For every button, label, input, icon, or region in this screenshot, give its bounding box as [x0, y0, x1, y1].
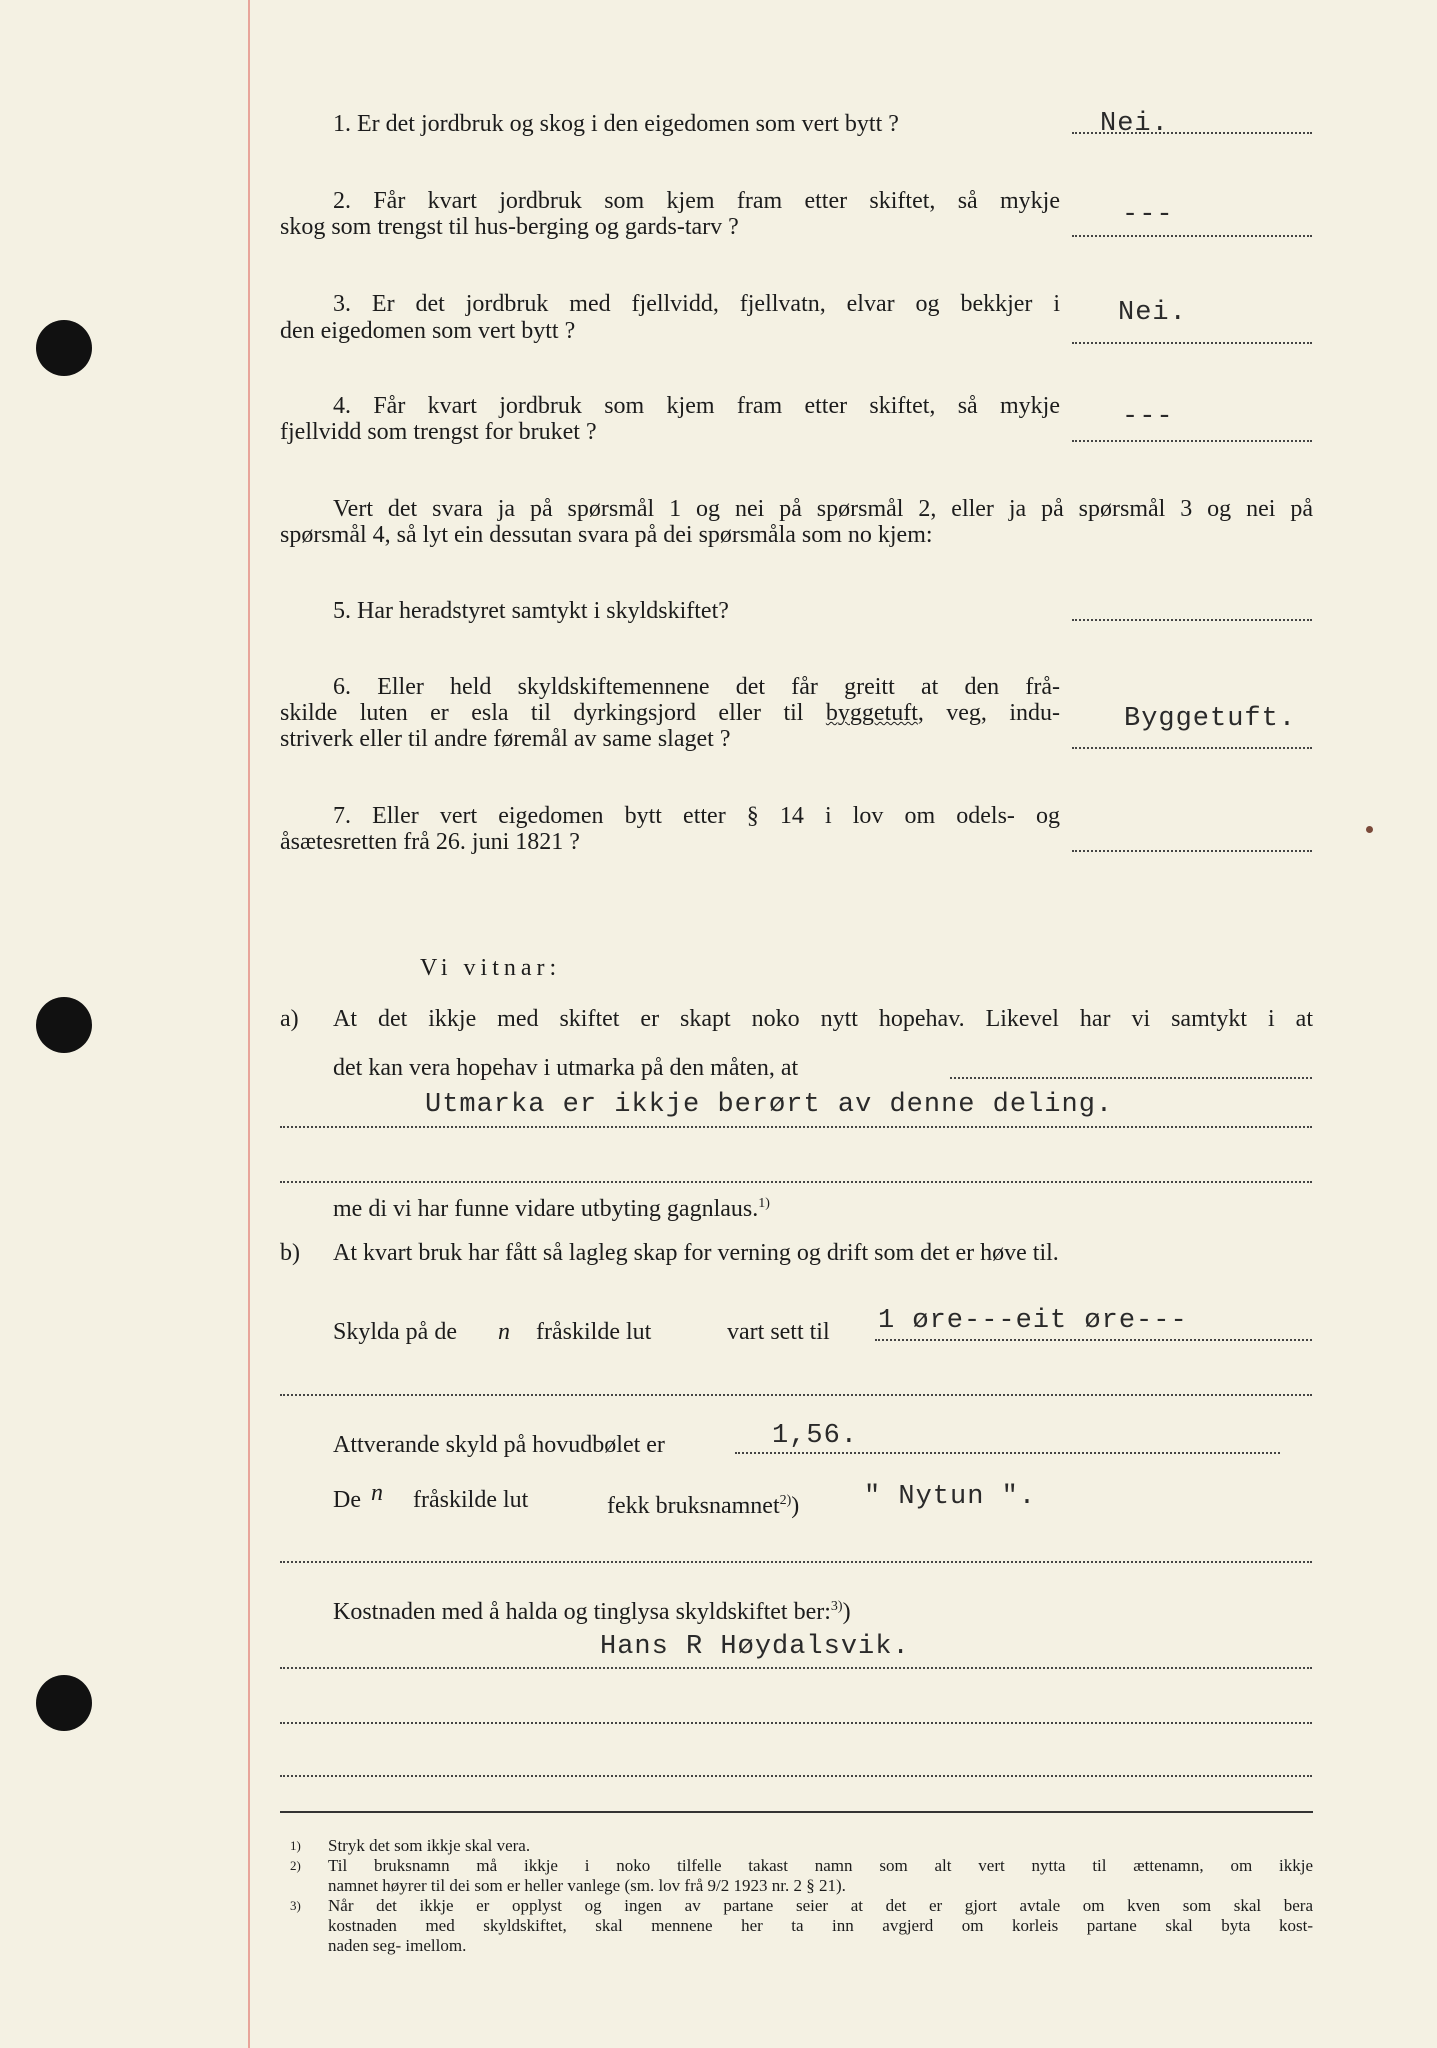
footnote-3-line-1: Når det ikkje er opplyst og ingen av partane seier at det er gjort avtale om kven som skal bera [328, 1896, 1313, 1915]
question-7-line-1: 7. Eller vert eigedomen bytt etter § 14 i lov om odels- og [333, 803, 1060, 829]
answer-line-2 [1072, 235, 1312, 237]
answer-1: Nei. [1100, 109, 1169, 139]
question-3-line-2: den eigedomen som vert bytt ? [280, 318, 576, 344]
ink-speck [1366, 826, 1373, 833]
footnote-ref-3: 3) [830, 1599, 843, 1614]
witness-b-line: At kvart bruk har fått så lagleg skap for verning og drift som det er høve til. [333, 1240, 1059, 1266]
bruksnamn-middle: fråskilde lut [413, 1487, 529, 1513]
bruksnamn-prefix: De [333, 1487, 361, 1513]
question-7-line-2: åsætesretten frå 26. juni 1821 ? [280, 829, 580, 855]
answer-3: Nei. [1118, 298, 1187, 328]
footnote-2-number: 2) [290, 1858, 301, 1873]
punch-hole [36, 320, 92, 376]
skyld-dots-2 [280, 1394, 1312, 1396]
footnote-ref-2: 2) [779, 1493, 792, 1508]
margin-line [248, 0, 250, 2048]
kostnad-label-close: ) [842, 1599, 851, 1625]
witness-a-marker: a) [280, 1006, 299, 1032]
footnote-ref-1: 1) [758, 1196, 770, 1211]
skyld-middle: fråskilde lut [536, 1319, 652, 1345]
bruksnamn-label [607, 1487, 799, 1520]
answer-line-4 [1072, 440, 1312, 442]
bruksnamn-dots [280, 1561, 1312, 1563]
footnote-3-line-3: naden seg- imellom. [328, 1936, 467, 1955]
bruksnamn-label-close: ) [791, 1493, 800, 1519]
question-4-line-1: 4. Får kvart jordbruk som kjem fram etter skiftet, så mykje [333, 393, 1060, 419]
footnote-1-number: 1) [290, 1838, 301, 1853]
witness-a-line-2: det kan vera hopehav i utmarka på den måten, at [333, 1055, 799, 1081]
skyld-prefix: Skylda på de [333, 1319, 457, 1345]
question-6-line-2-end: , veg, indu- [917, 700, 1060, 726]
kostnad-dots-1 [280, 1667, 1312, 1669]
witness-a-line-1: At det ikkje med skiftet er skapt noko nytt hopehav. Likevel har vi samtykt i at [333, 1006, 1313, 1032]
footnote-1-line-1: Stryk det som ikkje skal vera. [328, 1836, 531, 1855]
skyld-handwritten-n: n [498, 1319, 510, 1345]
answer-2: --- [1122, 200, 1174, 230]
question-6-line-1: 6. Eller held skyldskiftemennene det får greitt at den frå- [333, 674, 1060, 700]
punch-hole [36, 1675, 92, 1731]
witness-a-dots-1 [950, 1077, 1312, 1079]
answer-line-7 [1072, 850, 1312, 852]
bruksnamn-value: " Nytun ". [864, 1482, 1037, 1512]
underlined-byggetuft: byggetuft [825, 700, 918, 726]
question-6-line-2-text: skilde luten er esla til dyrkingsjord eller til [280, 700, 826, 726]
witness-heading: Vi vitnar: [420, 955, 562, 981]
condition-line-1: Vert det svara ja på spørsmål 1 og nei på spørsmål 2, eller ja på spørsmål 3 og nei på [333, 496, 1313, 522]
witness-a-end [333, 1190, 770, 1223]
footnote-2-line-2: namnet høyrer til dei som er heller vanlege (sm. lov frå 9/2 1923 nr. 2 § 21). [328, 1876, 846, 1895]
bruksnamn-label-text: fekk bruksnamnet [607, 1493, 780, 1519]
footnote-3-number: 3) [290, 1898, 301, 1913]
question-6-line-2 [280, 700, 1060, 727]
question-1: 1. Er det jordbruk og skog i den eigedomen som vert bytt ? [333, 111, 899, 137]
question-4-line-2: fjellvidd som trengst for bruket ? [280, 419, 597, 445]
answer-line-3 [1072, 342, 1312, 344]
question-3-line-1: 3. Er det jordbruk med fjellvidd, fjellvatn, elvar og bekkjer i [333, 291, 1060, 317]
answer-line-6 [1072, 747, 1312, 749]
footnote-divider [280, 1811, 1313, 1813]
answer-line-5 [1072, 619, 1312, 621]
kostnad-label [333, 1593, 851, 1626]
answer-4: --- [1122, 402, 1174, 432]
skyld-suffix: vart sett til [727, 1319, 830, 1345]
question-6-line-3: striverk eller til andre føremål av same slaget ? [280, 726, 731, 752]
kostnad-value: Hans R Høydalsvik. [600, 1632, 910, 1662]
witness-b-marker: b) [280, 1240, 300, 1266]
witness-a-dots-3 [280, 1181, 1312, 1183]
witness-a-answer: Utmarka er ikkje berørt av denne deling. [425, 1090, 1114, 1120]
skyld-answer: 1 øre---eit øre--- [878, 1306, 1188, 1336]
skyld-dots [875, 1339, 1312, 1341]
question-2-line-1: 2. Får kvart jordbruk som kjem fram etter skiftet, så mykje [333, 188, 1060, 214]
attverande-dots [735, 1452, 1280, 1454]
witness-a-dots-2 [280, 1126, 1312, 1128]
kostnad-dots-3 [280, 1775, 1312, 1777]
witness-a-end-text: me di vi har funne vidare utbyting gagnlaus. [333, 1196, 759, 1222]
attverande-value: 1,56. [772, 1421, 859, 1451]
question-5: 5. Har heradstyret samtykt i skyldskiftet? [333, 598, 729, 624]
punch-hole [36, 997, 92, 1053]
answer-6: Byggetuft. [1124, 704, 1297, 734]
condition-line-2: spørsmål 4, så lyt ein dessutan svara på dei spørsmåla som no kjem: [280, 522, 933, 548]
footnote-3-line-2: kostnaden med skyldskiftet, skal mennene her ta inn avgjerd om korleis partane skal byta kost- [328, 1916, 1313, 1935]
kostnad-dots-2 [280, 1722, 1312, 1724]
question-2-line-2: skog som trengst til hus-berging og gards-tarv ? [280, 214, 739, 240]
kostnad-label-text: Kostnaden med å halda og tinglysa skyldskiftet ber: [333, 1599, 831, 1625]
attverande-label: Attverande skyld på hovudbølet er [333, 1432, 665, 1458]
bruksnamn-handwritten-n: n [371, 1480, 383, 1506]
footnote-2-line-1: Til bruksnamn må ikkje i noko tilfelle takast namn som alt vert nytta til ættenamn, om ikkje [328, 1856, 1313, 1875]
